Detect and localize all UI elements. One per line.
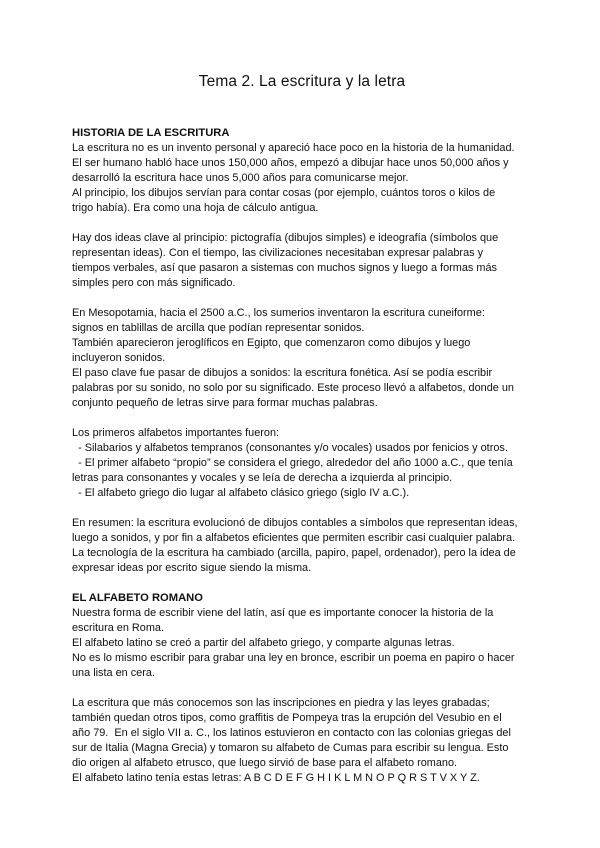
section-heading: EL ALFABETO ROMANO [72, 592, 203, 604]
spacer [72, 501, 532, 516]
spacer [72, 291, 532, 306]
section-historia [72, 126, 532, 576]
document-title: Tema 2. La escritura y la letra [198, 73, 406, 90]
section-alfabeto-romano [72, 591, 532, 786]
section-heading: HISTORIA DE LA ESCRITURA [72, 127, 230, 139]
spacer [72, 576, 532, 591]
paragraph: Nuestra forma de escribir viene del latín, así que es importante conocer la historia de la escritura en Roma. El alfabeto latino se creó a partir del alfabeto griego, y comparte algunas letras. No es lo mismo escribir para grabar una ley en bronce, escribir un poema en papiro o hacer una lista en cera. [72, 607, 515, 679]
spacer [72, 411, 532, 426]
spacer [72, 216, 532, 231]
paragraph: La escritura que más conocemos son las inscripciones en piedra y las leyes grabadas; también quedan otros tipos, como graffitis de Pompeya tras la erupción del Vesubio en el año 79. En el siglo VII a. C., los latinos estuvieron en contacto con las colonias griegas del sur de Italia (Magna Grecia) y tomaron su alfabeto de Cumas para escribir su lengua. Esto dio origen al alfabeto etrusco, que luego sirvió de base para el alfabeto romano. El alfabeto latino tenía estas letras: A B C D E F G H I K L M N O P Q R S T V X Y Z. [72, 697, 511, 784]
document-page [72, 72, 532, 786]
paragraph: Hay dos ideas clave al principio: pictografía (dibujos simples) e ideografía (símbolos que representan ideas). Con el tiempo, las civilizaciones necesitaban expresar palabras y tiempos verbales, así que pasaron a sistemas con muchos signos y luego a formas más simples pero con más significado. [72, 232, 499, 289]
paragraph: Los primeros alfabetos importantes fueron: - Silabarios y alfabetos tempranos (consonantes y/o vocales) usados por fenicios y otros. - El primer alfabeto “propio” se considera el griego, alrededor del año 1000 a.C., que tenía letras para consonantes y vocales y se leía de derecha a izquierda al principio. - El alfabeto griego dio lugar al alfabeto clásico griego (siglo IV a.C.). [72, 427, 513, 499]
paragraph: En Mesopotamia, hacia el 2500 a.C., los sumerios inventaron la escritura cuneiforme: signos en tablillas de arcilla que podían representar sonidos. También aparecieron jeroglíficos en Egipto, que comenzaron como dibujos y luego incluyeron sonidos. El paso clave fue pasar de dibujos a sonidos: la escritura fonética. Así se podía escribir palabras por su sonido, no solo por su significado. Este proceso llevó a alfabetos, donde un conjunto pequeño de letras sirve para formar muchas palabras. [72, 307, 514, 409]
spacer [72, 92, 532, 126]
spacer [72, 681, 532, 696]
paragraph: En resumen: la escritura evolucionó de dibujos contables a símbolos que representan ideas, luego a sonidos, y por fin a alfabetos eficientes que permiten escribir casi cualquier palabra. La tecnología de la escritura ha cambiado (arcilla, papiro, papel, ordenador), pero la idea de expresar ideas por escrito sigue siendo la misma. [72, 517, 518, 574]
paragraph: La escritura no es un invento personal y apareció hace poco en la historia de la humanidad. El ser humano habló hace unos 150,000 años, empezó a dibujar hace unos 50,000 años y desarrolló la escritura hace unos 5,000 años para comunicarse mejor. Al principio, los dibujos servían para contar cosas (por ejemplo, cuántos toros o kilos de trigo había). Era como una hoja de cálculo antigua. [72, 142, 515, 214]
